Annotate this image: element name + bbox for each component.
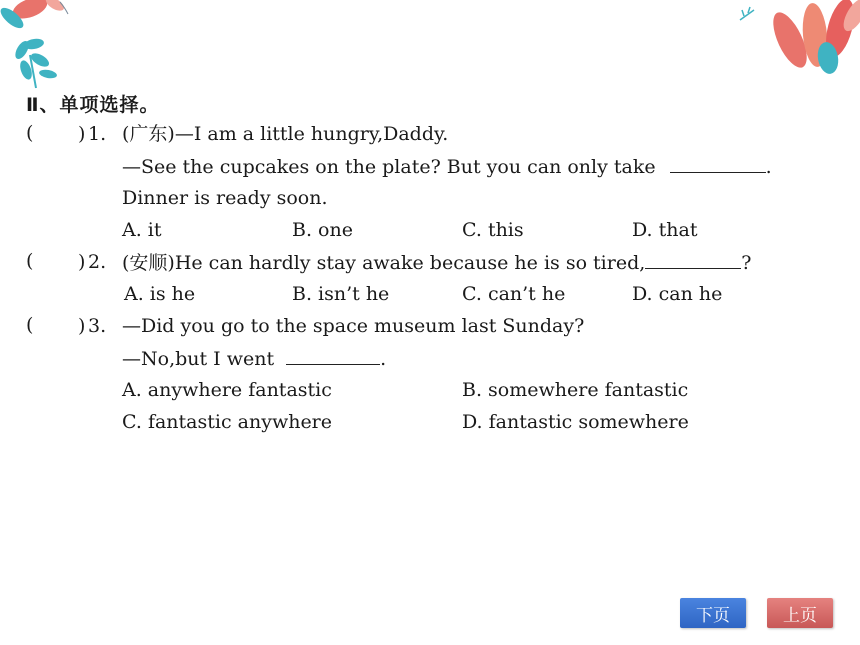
question-stem: (广东)—I am a little hungry,Daddy. (122, 123, 449, 145)
answer-paren-open: ( (26, 250, 34, 272)
question-stem-line2 (122, 346, 386, 371)
answer-paren-open: ( (26, 122, 34, 144)
question-number: 3. (88, 315, 107, 337)
stem-question-mark: ? (741, 252, 752, 274)
question-number: 1. (88, 123, 107, 145)
answer-paren-open: ( (26, 314, 34, 336)
answer-blank (645, 250, 741, 269)
decorative-leaves-right (730, 0, 860, 80)
decorative-leaves-left (0, 0, 110, 95)
stem-text: —See the cupcakes on the plate? But you can only take (122, 156, 656, 178)
option-b: B. isn’t he (292, 283, 390, 305)
answer-paren-close: ) (78, 315, 86, 337)
option-c: C. can’t he (462, 283, 566, 305)
option-c: C. fantastic anywhere (122, 411, 333, 433)
option-a: A. is he (124, 283, 196, 305)
question-stem: —Did you go to the space museum last Sunday? (122, 315, 585, 337)
answer-paren-close: ) (78, 251, 86, 273)
question-stem-line2 (122, 154, 772, 179)
stem-text: (安顺)He can hardly stay awake because he is so tired, (122, 252, 646, 274)
option-d: D. fantastic somewhere (462, 411, 689, 433)
section-title: Ⅱ、单项选择。 (26, 94, 160, 116)
option-d: D. that (632, 219, 698, 241)
option-b: B. one (292, 219, 353, 241)
option-a: A. anywhere fantastic (122, 379, 332, 401)
option-d: D. can he (632, 283, 723, 305)
question-number: 2. (88, 251, 107, 273)
previous-page-button[interactable]: 上页 (767, 598, 833, 628)
option-a: A. it (122, 219, 162, 241)
question-stem-line3: Dinner is ready soon. (122, 187, 328, 209)
stem-period: . (765, 156, 772, 178)
answer-blank (286, 346, 380, 365)
option-c: C. this (462, 219, 524, 241)
option-b: B. somewhere fantastic (462, 379, 689, 401)
stem-text: —No,but I went (122, 348, 275, 370)
answer-paren-close: ) (78, 123, 86, 145)
answer-blank (670, 154, 766, 173)
next-page-button[interactable]: 下页 (680, 598, 746, 628)
stem-period: . (380, 348, 387, 370)
question-stem (122, 250, 751, 275)
